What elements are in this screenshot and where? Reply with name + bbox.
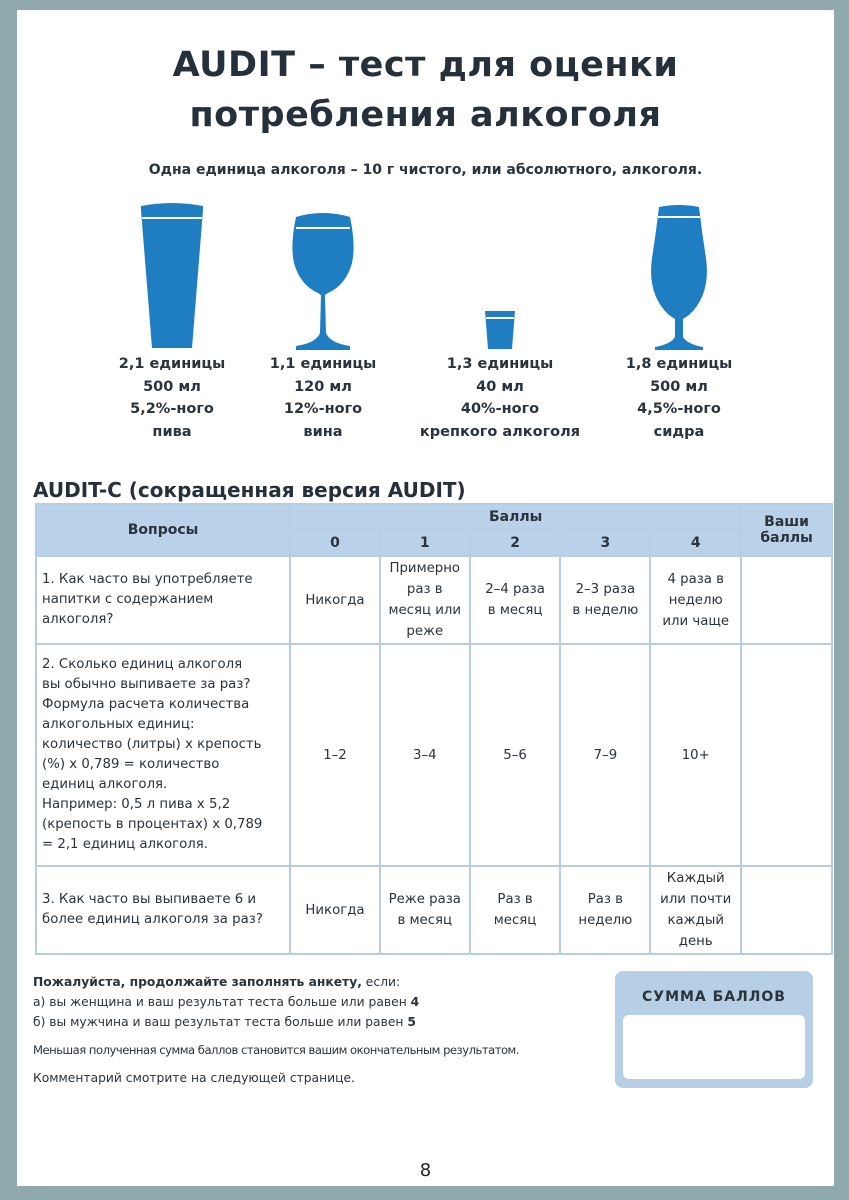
page-title-line-1: AUDIT – тест для оценки	[172, 45, 679, 85]
header-questions: Вопросы	[36, 504, 290, 556]
question-1	[36, 556, 290, 644]
header-your-points	[741, 504, 832, 556]
caption-line: крепкого алкоголя	[419, 423, 581, 440]
answer-line: 4 раза в	[667, 571, 724, 587]
caption-line: сидра	[653, 423, 705, 440]
women-threshold: 4	[410, 995, 420, 1009]
question-line: Например: 0,5 л пива х 5,2	[42, 797, 231, 812]
answer-line: в месяц	[397, 913, 453, 928]
answer-line: Никогда	[305, 592, 365, 608]
instructions-lead	[33, 972, 623, 992]
question-line: (крепость в процентах) х 0,789	[42, 817, 263, 832]
header-your-line: баллы	[760, 530, 813, 546]
men-text: б) вы мужчина и ваш результат теста больше или равен	[33, 1015, 408, 1029]
answer-cell[interactable]	[380, 866, 470, 954]
wine-glass-icon	[290, 205, 356, 351]
question-line: алкогольных единиц:	[42, 717, 195, 732]
question-line: Формула расчета количества	[42, 697, 250, 712]
your-points-cell[interactable]	[741, 866, 832, 954]
answer-line: Раз в	[587, 892, 624, 907]
answer-cell[interactable]	[290, 644, 380, 866]
caption-line: 120 мл	[294, 378, 352, 395]
spirits-caption	[405, 353, 595, 443]
answer-line: 3–4	[412, 747, 437, 763]
answer-cell[interactable]	[650, 644, 741, 866]
score-total-box	[615, 971, 813, 1088]
your-points-cell[interactable]	[741, 644, 832, 866]
answer-cell[interactable]	[560, 866, 650, 954]
answer-cell[interactable]	[380, 556, 470, 644]
page-title-line-2: потребления алкоголя	[189, 95, 662, 135]
women-text: а) вы женщина и ваш результат теста больше или равен	[33, 995, 411, 1009]
answer-line: неделю	[578, 913, 633, 928]
caption-line: 500 мл	[650, 378, 708, 395]
beer-glass-icon	[139, 200, 205, 350]
instructions	[33, 972, 623, 1088]
question-row-3	[36, 866, 832, 954]
answer-line: каждый	[667, 913, 724, 928]
caption-line: 40 мл	[476, 378, 524, 395]
answer-line: в месяц	[487, 603, 543, 618]
score-3-header: 3	[560, 530, 650, 556]
answer-cell[interactable]	[650, 556, 741, 644]
your-points-cell[interactable]	[741, 556, 832, 644]
score-2-header: 2	[470, 530, 561, 556]
answer-cell[interactable]	[290, 866, 380, 954]
lead-rest: если:	[361, 975, 401, 989]
answer-line: 7–9	[593, 747, 618, 763]
question-line: = 2,1 единиц алкоголя.	[42, 837, 209, 852]
answer-cell[interactable]	[470, 556, 561, 644]
answer-line: день	[678, 934, 713, 949]
shot-glass-icon	[483, 309, 517, 351]
score-total-field[interactable]	[623, 1015, 805, 1079]
document-page	[17, 10, 834, 1186]
caption-line: 4,5%-ного	[637, 401, 721, 417]
score-1-header: 1	[380, 530, 470, 556]
question-row-2	[36, 644, 832, 866]
lead-bold: Пожалуйста, продолжайте заполнять анкету,	[33, 975, 362, 989]
answer-line: 2–3 раза	[575, 582, 636, 597]
comment-note: Комментарий смотрите на следующей странице.	[33, 1071, 355, 1085]
answer-cell[interactable]	[470, 644, 561, 866]
answer-line: 10+	[681, 747, 710, 763]
score-0-header: 0	[290, 530, 380, 556]
caption-line: 40%-ного	[460, 401, 540, 417]
caption-line: 12%-ного	[283, 401, 363, 417]
answer-line: или почти	[660, 892, 732, 907]
question-line: количество (литры) х крепость	[42, 737, 262, 752]
caption-line: 5,2%-ного	[130, 401, 214, 417]
answer-line: реже	[406, 624, 444, 639]
answer-line: Реже раза	[388, 892, 461, 907]
header-points: Баллы	[290, 504, 741, 530]
answer-line: или чаще	[662, 613, 730, 629]
answer-line: Раз в	[497, 892, 533, 907]
caption-line: 500 мл	[143, 378, 201, 395]
question-line: алкоголя?	[42, 612, 114, 627]
answer-line: в неделю	[572, 603, 639, 618]
question-row-1	[36, 556, 832, 644]
men-threshold: 5	[407, 1015, 416, 1029]
caption-line: 1,1 единицы	[269, 356, 377, 372]
question-3	[36, 866, 290, 954]
alcohol-unit-definition: Одна единица алкоголя – 10 г чистого, или абсолютного, алкоголя.	[148, 162, 703, 178]
question-line: 1. Как часто вы употребляете	[42, 572, 253, 587]
answer-cell[interactable]	[650, 866, 741, 954]
answer-line: раз в	[406, 582, 443, 597]
audit-c-heading: AUDIT-C (сокращенная версия AUDIT)	[33, 478, 466, 502]
page-title	[17, 40, 834, 140]
cider-glass-icon	[649, 203, 709, 351]
audit-c-table	[35, 503, 833, 955]
instruction-men	[33, 1012, 623, 1032]
instruction-women	[33, 992, 623, 1012]
answer-line: неделю	[668, 592, 723, 608]
question-line: (%) х 0,789 = количество	[42, 757, 220, 772]
page-number: 8	[419, 1160, 432, 1181]
question-line: 2. Сколько единиц алкоголя	[42, 657, 243, 672]
answer-line: месяц	[493, 913, 537, 928]
answer-cell[interactable]	[380, 644, 470, 866]
score-total-label: СУММА БАЛЛОВ	[642, 989, 786, 1005]
caption-line: 2,1 единицы	[118, 356, 226, 372]
answer-cell[interactable]	[560, 644, 650, 866]
answer-line: 5–6	[503, 747, 527, 763]
answer-line: 2–4 раза	[485, 582, 545, 597]
answer-line: 1–2	[323, 747, 347, 763]
answer-line: Никогда	[305, 902, 365, 918]
final-result-note: Меньшая полученная сумма баллов становится вашим окончательным результатом.	[33, 1043, 519, 1057]
question-line: более единиц алкоголя за раз?	[42, 912, 263, 927]
caption-line: вина	[303, 423, 343, 440]
question-line: напитки с содержанием	[42, 592, 214, 607]
cider-caption	[584, 353, 774, 443]
caption-line: пива	[152, 423, 192, 440]
question-line: вы обычно выпиваете за раз?	[42, 677, 251, 692]
caption-line: 1,3 единицы	[446, 356, 554, 372]
question-line: 3. Как часто вы выпиваете 6 и	[42, 892, 257, 907]
answer-cell[interactable]	[560, 556, 650, 644]
answer-line: месяц или	[388, 603, 462, 618]
header-your-line: Ваши	[764, 514, 809, 530]
question-2	[36, 644, 290, 866]
score-4-header: 4	[650, 530, 741, 556]
answer-line: Каждый	[666, 871, 725, 886]
answer-cell[interactable]	[470, 866, 561, 954]
answer-cell[interactable]	[290, 556, 380, 644]
answer-line: Примерно	[389, 561, 461, 576]
question-line: единиц алкоголя.	[42, 777, 168, 792]
caption-line: 1,8 единицы	[625, 356, 733, 372]
wine-caption	[228, 353, 418, 443]
